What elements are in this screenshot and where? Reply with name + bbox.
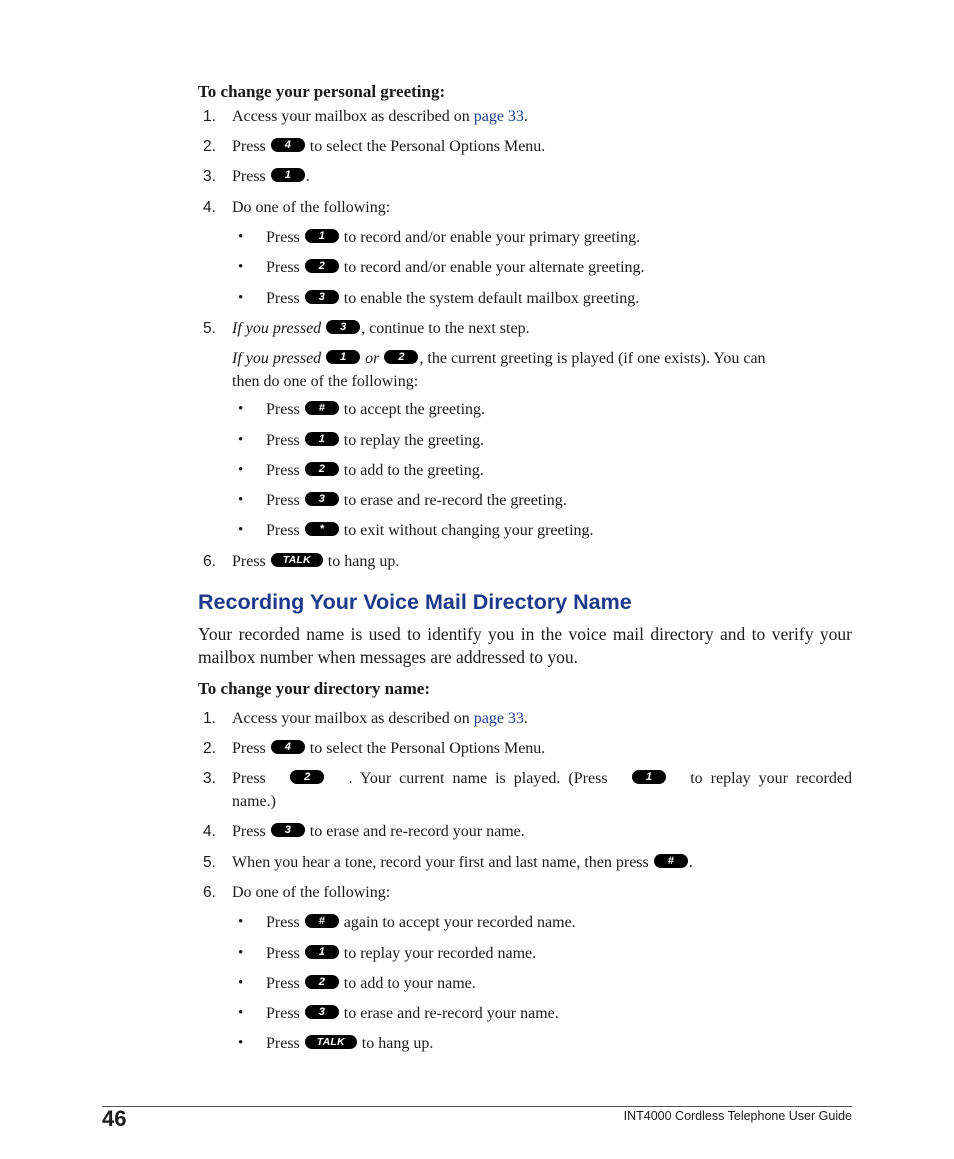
key-1-icon: 1 (632, 770, 666, 784)
procedure-title: To change your personal greeting: (198, 82, 446, 101)
key-pound-icon: # (305, 914, 339, 928)
list-item-post: to accept the greeting. (343, 401, 486, 418)
list-item-post: to enable the system default mailbox greeting. (343, 290, 640, 307)
list-item-post: to add to the greeting. (343, 462, 484, 479)
step-text-pre: Press (232, 168, 266, 185)
footer-divider (102, 1106, 852, 1107)
bullet-icon: • (238, 492, 244, 508)
step-paragraph-line2: then do one of the following: (232, 373, 419, 390)
step-number: 5. (203, 320, 216, 337)
step-text-post: . (688, 854, 693, 871)
bullet-icon: • (238, 462, 244, 478)
step-text-pre: Access your mailbox as described on (232, 108, 474, 125)
bullet-icon: • (238, 522, 244, 538)
bullet-icon: • (238, 229, 244, 245)
bullet-icon: • (238, 290, 244, 306)
step-text-pre: Press (232, 770, 266, 787)
section-heading: Recording Your Voice Mail Directory Name (198, 590, 632, 614)
procedure-title: To change your directory name: (198, 679, 431, 698)
key-1-icon: 1 (305, 229, 339, 243)
list-item (266, 1002, 559, 1025)
step-text-line2: name.) (232, 793, 276, 810)
key-star-icon: * (305, 522, 339, 536)
key-2-icon: 2 (305, 462, 339, 476)
step-text-post: . (305, 168, 310, 185)
step-number: 3. (203, 770, 216, 787)
list-item (266, 489, 567, 512)
list-item (266, 226, 640, 249)
key-1-icon: 1 (326, 350, 360, 364)
list-item (266, 287, 639, 310)
step-paragraph-line1 (232, 347, 852, 370)
step-text (232, 851, 693, 874)
key-3-icon: 3 (326, 320, 360, 334)
step-text-post: to replay your recorded (690, 770, 852, 787)
list-item-pre: Press (266, 1005, 300, 1022)
bullet-icon: • (238, 1035, 244, 1051)
bullet-icon: • (238, 432, 244, 448)
bullet-icon: • (238, 259, 244, 275)
step-text (232, 135, 545, 158)
step-text-post: to hang up. (327, 553, 400, 570)
list-item-pre: Press (266, 492, 300, 509)
list-item-pre: Press (266, 914, 300, 931)
list-item-pre: Press (266, 522, 300, 539)
key-4-icon: 4 (271, 138, 305, 152)
list-item-pre: Press (266, 432, 300, 449)
key-2-icon: 2 (290, 770, 324, 784)
list-item-post: to erase and re-record the greeting. (343, 492, 567, 509)
key-pound-icon: # (654, 854, 688, 868)
key-3-icon: 3 (305, 492, 339, 506)
step-text (232, 820, 525, 843)
step-text-pre: Press (232, 553, 266, 570)
page-link[interactable]: page 33 (473, 108, 524, 125)
step-text-italic: If you pressed (232, 320, 322, 337)
step-text-pre: Access your mailbox as described on (232, 710, 474, 727)
list-item (266, 256, 645, 279)
step-number: 1. (203, 108, 216, 125)
step-number: 1. (203, 710, 216, 727)
guide-title: INT4000 Cordless Telephone User Guide (623, 1109, 852, 1123)
list-item-pre: Press (266, 401, 300, 418)
key-2-icon: 2 (384, 350, 418, 364)
step-text-post: to select the Personal Options Menu. (309, 138, 546, 155)
step-text (232, 317, 530, 340)
list-item-post: to record and/or enable your primary greeting. (343, 229, 641, 246)
list-item-post: to record and/or enable your alternate greeting. (343, 259, 645, 276)
page-number: 46 (102, 1106, 127, 1131)
paragraph-italic: If you pressed (232, 350, 322, 367)
paragraph-text: , the current greeting is played (if one exists). You can (419, 350, 766, 367)
step-number: 3. (203, 168, 216, 185)
list-item (266, 942, 536, 965)
key-1-icon: 1 (305, 945, 339, 959)
step-text-pre: Press (232, 138, 266, 155)
key-2-icon: 2 (305, 259, 339, 273)
step-number: 2. (203, 138, 216, 155)
intro-paragraph: Your recorded name is used to identify you in the voice mail directory and to verify your mailbox number when messages are addressed to you. (198, 624, 852, 667)
key-2-icon: 2 (305, 975, 339, 989)
list-item-pre: Press (266, 1035, 300, 1052)
step-text (232, 707, 528, 730)
key-4-icon: 4 (271, 740, 305, 754)
step-text (232, 105, 528, 128)
step-text: Do one of the following: (232, 199, 391, 216)
step-text-pre: Press (232, 823, 266, 840)
list-item (266, 519, 594, 542)
step-number: 6. (203, 884, 216, 901)
step-text-post: , continue to the next step. (361, 320, 530, 337)
list-item-pre: Press (266, 229, 300, 246)
list-item-post: again to accept your recorded name. (343, 914, 576, 931)
step-text-post: to erase and re-record your name. (309, 823, 525, 840)
list-item (266, 429, 484, 452)
list-item-post: to erase and re-record your name. (343, 1005, 559, 1022)
list-item-post: to add to your name. (343, 975, 476, 992)
key-3-icon: 3 (271, 823, 305, 837)
paragraph-or: or (365, 350, 380, 367)
key-3-icon: 3 (305, 1005, 339, 1019)
list-item-pre: Press (266, 290, 300, 307)
page-link[interactable]: page 33 (473, 710, 524, 727)
step-text (232, 737, 545, 760)
list-item (266, 911, 576, 934)
step-number: 2. (203, 740, 216, 757)
step-text (232, 767, 852, 790)
bullet-icon: • (238, 401, 244, 417)
step-number: 4. (203, 199, 216, 216)
step-text-pre: Press (232, 740, 266, 757)
key-talk-icon: TALK (271, 553, 323, 567)
step-number: 4. (203, 823, 216, 840)
list-item (266, 398, 485, 421)
step-text (232, 550, 399, 573)
step-text-post: . (523, 108, 528, 125)
step-number: 5. (203, 854, 216, 871)
bullet-icon: • (238, 1005, 244, 1021)
step-text (232, 165, 310, 188)
list-item-pre: Press (266, 462, 300, 479)
step-text-mid: . Your current name is played. (Press (348, 770, 608, 787)
list-item (266, 459, 484, 482)
list-item-pre: Press (266, 945, 300, 962)
list-item (266, 1032, 433, 1055)
list-item (266, 972, 476, 995)
list-item-pre: Press (266, 975, 300, 992)
step-text-post: . (523, 710, 528, 727)
list-item-post: to exit without changing your greeting. (343, 522, 594, 539)
key-pound-icon: # (305, 401, 339, 415)
step-number: 6. (203, 553, 216, 570)
key-1-icon: 1 (305, 432, 339, 446)
step-text-post: to select the Personal Options Menu. (309, 740, 546, 757)
key-talk-icon: TALK (305, 1035, 357, 1049)
list-item-post: to replay your recorded name. (343, 945, 537, 962)
list-item-pre: Press (266, 259, 300, 276)
step-text-pre: When you hear a tone, record your first and last name, then press (232, 854, 649, 871)
key-1-icon: 1 (271, 168, 305, 182)
list-item-post: to hang up. (361, 1035, 434, 1052)
step-text: Do one of the following: (232, 884, 391, 901)
bullet-icon: • (238, 945, 244, 961)
key-3-icon: 3 (305, 290, 339, 304)
list-item-post: to replay the greeting. (343, 432, 485, 449)
bullet-icon: • (238, 975, 244, 991)
bullet-icon: • (238, 914, 244, 930)
